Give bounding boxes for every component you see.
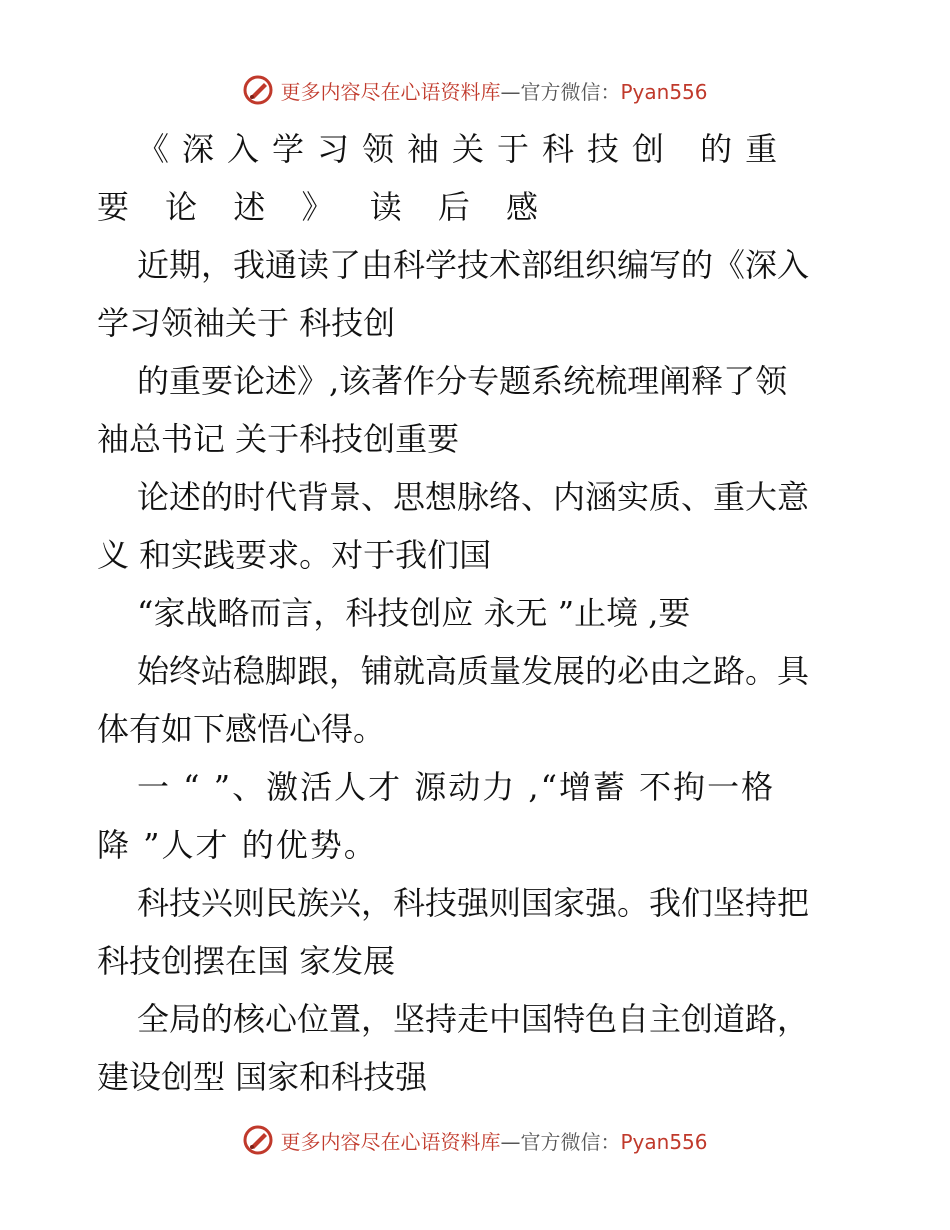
header-wechat-id: Pyan556 [620,79,708,104]
header-banner-sep: — [500,79,521,104]
paragraph-line: 始终站稳脚跟，铺就高质量发展的必由之路。具 [137,652,810,690]
paragraph-line: 全局的核心位置，坚持走中国特色自主创道路， [137,1000,810,1038]
header-wechat-label: 官方微信： [520,79,621,104]
brand-logo-icon [242,74,274,106]
header-banner-main: 更多内容尽在心语资料库 [280,79,501,104]
footer-banner-main: 更多内容尽在心语资料库 [280,1129,501,1154]
paragraph-line: 近期，我通读了由科学技术部组织编写的《深入 [137,246,810,284]
document-title-line-2: 要 论 述 》 读 后 感 [97,188,552,226]
footer-banner [0,1120,950,1160]
brand-logo-icon [242,1124,274,1156]
section-heading-line-1: 一 “ ”、激活人才 源动力 ,“增蓄 不拘一格 [137,768,776,806]
paragraph-line: 科技兴则民族兴，科技强则国家强。我们坚持把 [137,884,810,922]
header-banner [0,70,950,110]
footer-wechat-label: 官方微信： [520,1129,621,1154]
document-title-line-1: 《深入学习领袖关于科技创 的重 [137,130,791,168]
paragraph-line: 建设创型 国家和科技强 [97,1058,428,1096]
footer-wechat-id: Pyan556 [620,1129,708,1154]
paragraph-line: 的重要论述》,该著作分专题系统梳理阐释了领 [137,362,788,400]
paragraph-line: 论述的时代背景、思想脉络、内涵实质、重大意 [137,478,810,516]
paragraph-line: “家战略而言，科技创应 永无 ”止境 ,要 [137,594,691,632]
paragraph-line: 袖总书记 关于科技创重要 [97,420,460,458]
paragraph-line: 义 和实践要求。对于我们国 [97,536,492,574]
footer-banner-sep: — [500,1129,521,1154]
header-banner-text [280,76,707,105]
section-heading-line-2: 降 ”人才 的优势。 [97,826,378,864]
paragraph-line: 体有如下感悟心得。 [97,710,386,748]
footer-banner-text [280,1126,707,1155]
paragraph-line: 科技创摆在国 家发展 [97,942,396,980]
document-body [97,120,857,1106]
paragraph-line: 学习领袖关于 科技创 [97,304,396,342]
